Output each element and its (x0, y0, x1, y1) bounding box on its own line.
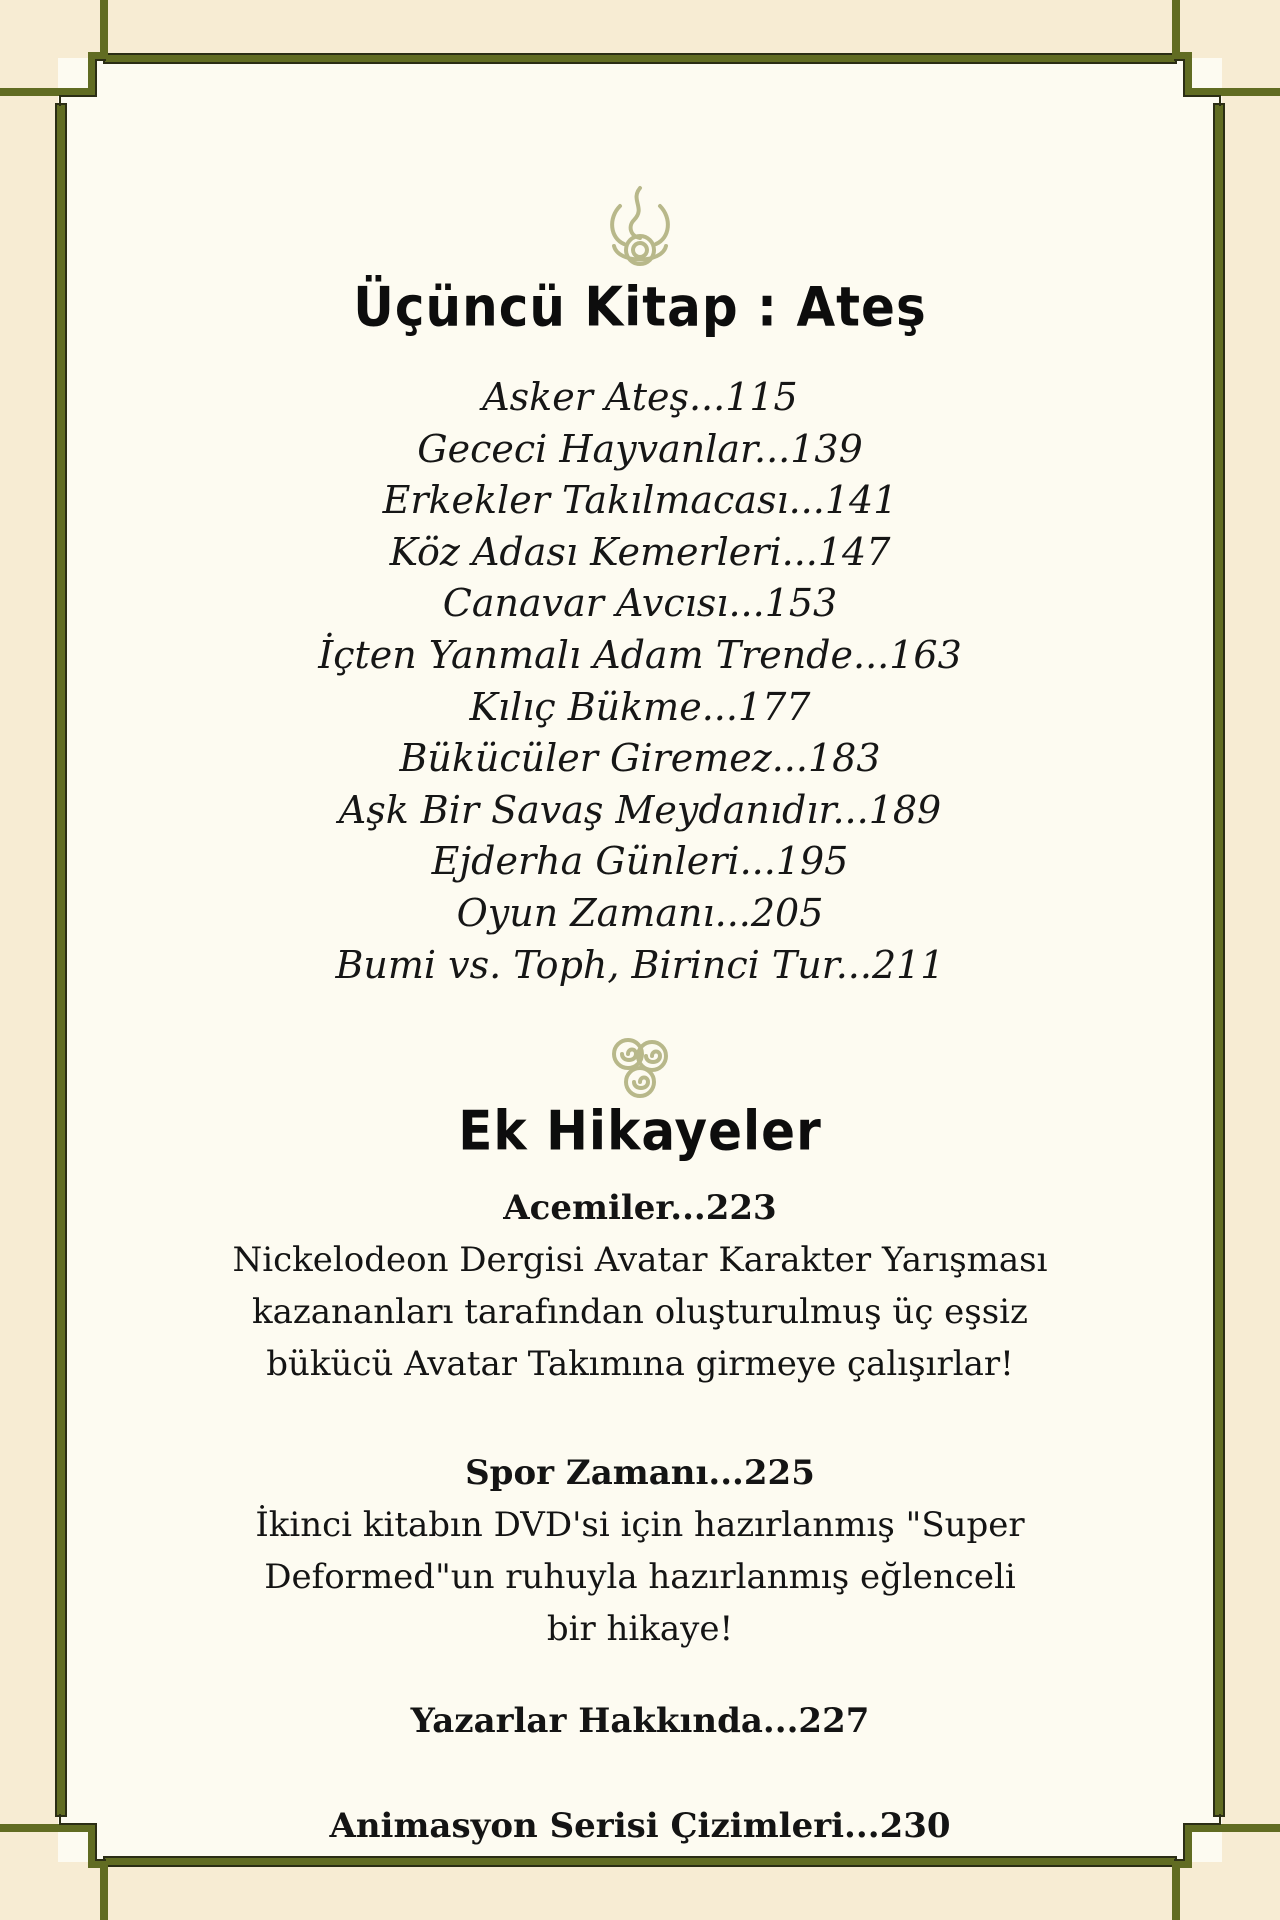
description-line: kazananları tarafından oluşturulmuş üç eşsiz (252, 1292, 1028, 1332)
frame-corner-bottom-right (1174, 1814, 1280, 1920)
frame-bottom-band (104, 1857, 1176, 1866)
book-three-title: Üçüncü Kitap : Ateş (353, 275, 927, 339)
extra-stories-title: Ek Hikayeler (458, 1099, 822, 1163)
chapter-entry: Gececi Hayvanlar...139 (417, 426, 863, 471)
frame-top-band (104, 54, 1176, 63)
frame-left-band (56, 104, 66, 1816)
extra-story-heading: Animasyon Serisi Çizimleri...230 (329, 1806, 951, 1846)
extra-story-description (100, 1234, 1180, 1390)
description-line: İkinci kitabın DVD'si için hazırlanmış "Super (255, 1505, 1025, 1545)
description-line: bükücü Avatar Takımına girmeye çalışırlar! (266, 1344, 1014, 1384)
extra-story-acemiler (100, 1182, 1180, 1390)
air-nomad-emblem-icon (604, 1032, 676, 1104)
frame-corner-top-left (0, 0, 106, 106)
extra-story-description (100, 1499, 1180, 1655)
extra-story-heading: Spor Zamanı...225 (465, 1453, 815, 1493)
fire-nation-emblem-icon (600, 184, 680, 272)
description-line: bir hikaye! (546, 1609, 734, 1649)
chapter-entry: İçten Yanmalı Adam Trende...163 (318, 632, 962, 677)
extra-story-animasyon (100, 1800, 1180, 1852)
chapter-entry: Aşk Bir Savaş Meydanıdır...189 (338, 787, 942, 832)
chapter-entry: Bükücüler Giremez...183 (399, 736, 881, 781)
frame-right-band (1214, 104, 1224, 1816)
extra-story-spor-zamani (100, 1447, 1180, 1655)
extra-story-heading: Acemiler...223 (503, 1188, 777, 1228)
chapter-entry: Oyun Zamanı...205 (456, 890, 824, 935)
frame-corner-bottom-left (0, 1814, 106, 1920)
frame-corner-top-right (1174, 0, 1280, 106)
chapter-entry: Bumi vs. Toph, Birinci Tur...211 (335, 942, 945, 987)
chapter-entry: Asker Ateş...115 (482, 375, 798, 419)
chapter-entry: Erkekler Takılmacası...141 (382, 478, 898, 523)
extra-story-yazarlar (100, 1695, 1180, 1747)
chapter-entry: Canavar Avcısı...153 (442, 581, 838, 626)
extra-story-heading: Yazarlar Hakkında...227 (410, 1701, 870, 1741)
description-line: Nickelodeon Dergisi Avatar Karakter Yarışması (232, 1240, 1048, 1280)
book-three-chapter-list (100, 372, 1180, 991)
chapter-entry: Köz Adası Kemerleri...147 (389, 529, 891, 574)
description-line: Deformed"un ruhuyla hazırlanmış eğlenceli (264, 1557, 1016, 1597)
chapter-entry: Kılıç Bükme...177 (469, 684, 811, 729)
chapter-entry: Ejderha Günleri...195 (431, 839, 849, 884)
